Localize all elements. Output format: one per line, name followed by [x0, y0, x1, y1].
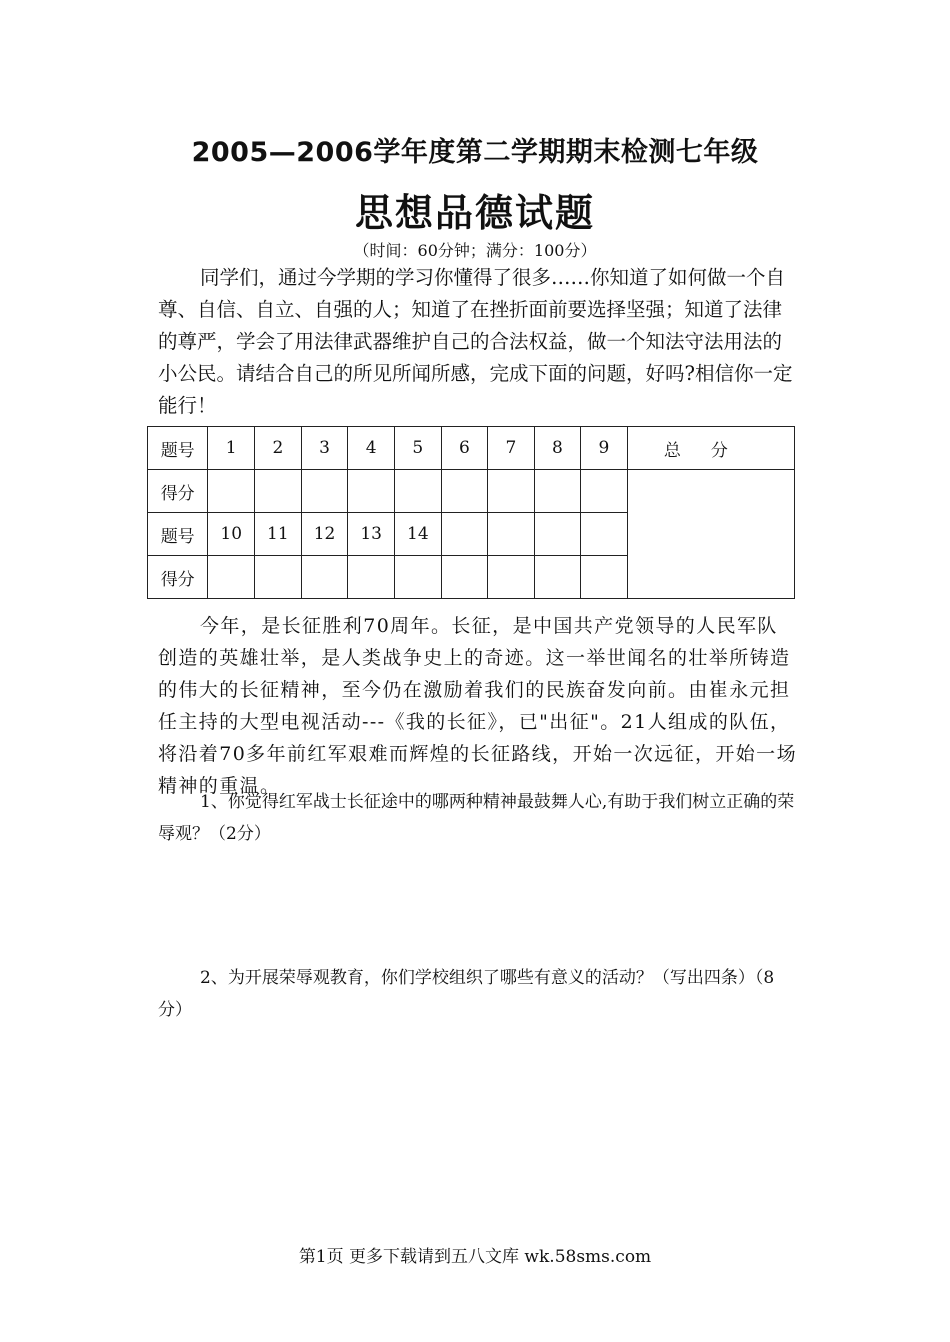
intro-paragraph: 同学们，通过今学期的学习你懂得了很多……你知道了如何做一个自尊、自信、自立、自强的人；知道了在挫折面前要选择坚强；知道了法律的尊严，学会了用法律武器维护自己的合法权益，做一个知法守法用法的小公民。请结合自己的所见所闻所感，完成下面的问题，好吗?相信你一定能行！ [158, 266, 793, 417]
question-number-cell [441, 513, 488, 556]
score-cell[interactable] [208, 470, 255, 513]
question-number-cell: 6 [441, 427, 488, 470]
score-table [147, 426, 795, 599]
label-question-number: 题号 [148, 513, 208, 556]
question-number-cell: 3 [301, 427, 348, 470]
exam-time-and-score: （时间：60分钟；满分：100分） [353, 241, 597, 260]
total-score-label: 总分 [627, 427, 794, 470]
long-march-passage: 今年，是长征胜利70周年。长征，是中国共产党领导的人民军队创造的英雄壮举，是人类战争史上的奇迹。这一举世闻名的壮举所铸造的伟大的长征精神，至今仍在激励着我们的民族奋发向前。由崔永元担任主持的大型电视活动---《我的长征》，已"出征"。21人组成的队伍，将沿着70多年前红军艰难而辉煌的长征路线，开始一次远征，开始一场精神的重温。 [158, 615, 797, 797]
score-cell[interactable] [255, 470, 302, 513]
score-cell[interactable] [301, 556, 348, 599]
question-number-cell: 9 [581, 427, 628, 470]
question-number-cell [581, 513, 628, 556]
label-question-number: 题号 [148, 427, 208, 470]
score-row-scores-1 [148, 470, 795, 513]
question-number-cell [534, 513, 581, 556]
question-number-cell: 1 [208, 427, 255, 470]
score-row-numbers-1 [148, 427, 795, 470]
score-cell[interactable] [581, 556, 628, 599]
question-number-cell: 2 [255, 427, 302, 470]
question-number-cell: 7 [488, 427, 535, 470]
exam-title-subject: 思想品德试题 [354, 191, 595, 235]
score-cell[interactable] [348, 556, 395, 599]
score-cell[interactable] [208, 556, 255, 599]
question-number-cell: 4 [348, 427, 395, 470]
question-2: 2、为开展荣辱观教育，你们学校组织了哪些有意义的活动？（写出四条）（8分） [158, 968, 775, 1020]
question-1: 1、你觉得红军战士长征途中的哪两种精神最鼓舞人心,有助于我们树立正确的荣辱观？（2分） [158, 792, 795, 844]
question-number-cell: 5 [395, 427, 442, 470]
score-cell[interactable] [534, 556, 581, 599]
question-number-cell: 11 [255, 513, 302, 556]
question-number-cell: 14 [395, 513, 442, 556]
score-cell[interactable] [395, 470, 442, 513]
question-number-cell: 8 [534, 427, 581, 470]
score-cell[interactable] [441, 470, 488, 513]
score-cell[interactable] [488, 470, 535, 513]
score-cell[interactable] [534, 470, 581, 513]
score-cell[interactable] [441, 556, 488, 599]
score-cell[interactable] [301, 470, 348, 513]
question-number-cell: 12 [301, 513, 348, 556]
label-score: 得分 [148, 470, 208, 513]
score-cell[interactable] [581, 470, 628, 513]
question-number-cell [488, 513, 535, 556]
score-cell[interactable] [395, 556, 442, 599]
question-number-cell: 10 [208, 513, 255, 556]
exam-title-line1: 2005—2006学年度第二学期期末检测七年级 [191, 137, 759, 168]
question-number-cell: 13 [348, 513, 395, 556]
score-cell[interactable] [488, 556, 535, 599]
score-cell[interactable] [255, 556, 302, 599]
page-footer: 第1页 更多下载请到五八文库 wk.58sms.com [298, 1247, 652, 1267]
label-score: 得分 [148, 556, 208, 599]
score-cell[interactable] [348, 470, 395, 513]
total-score-cell[interactable] [627, 470, 794, 599]
